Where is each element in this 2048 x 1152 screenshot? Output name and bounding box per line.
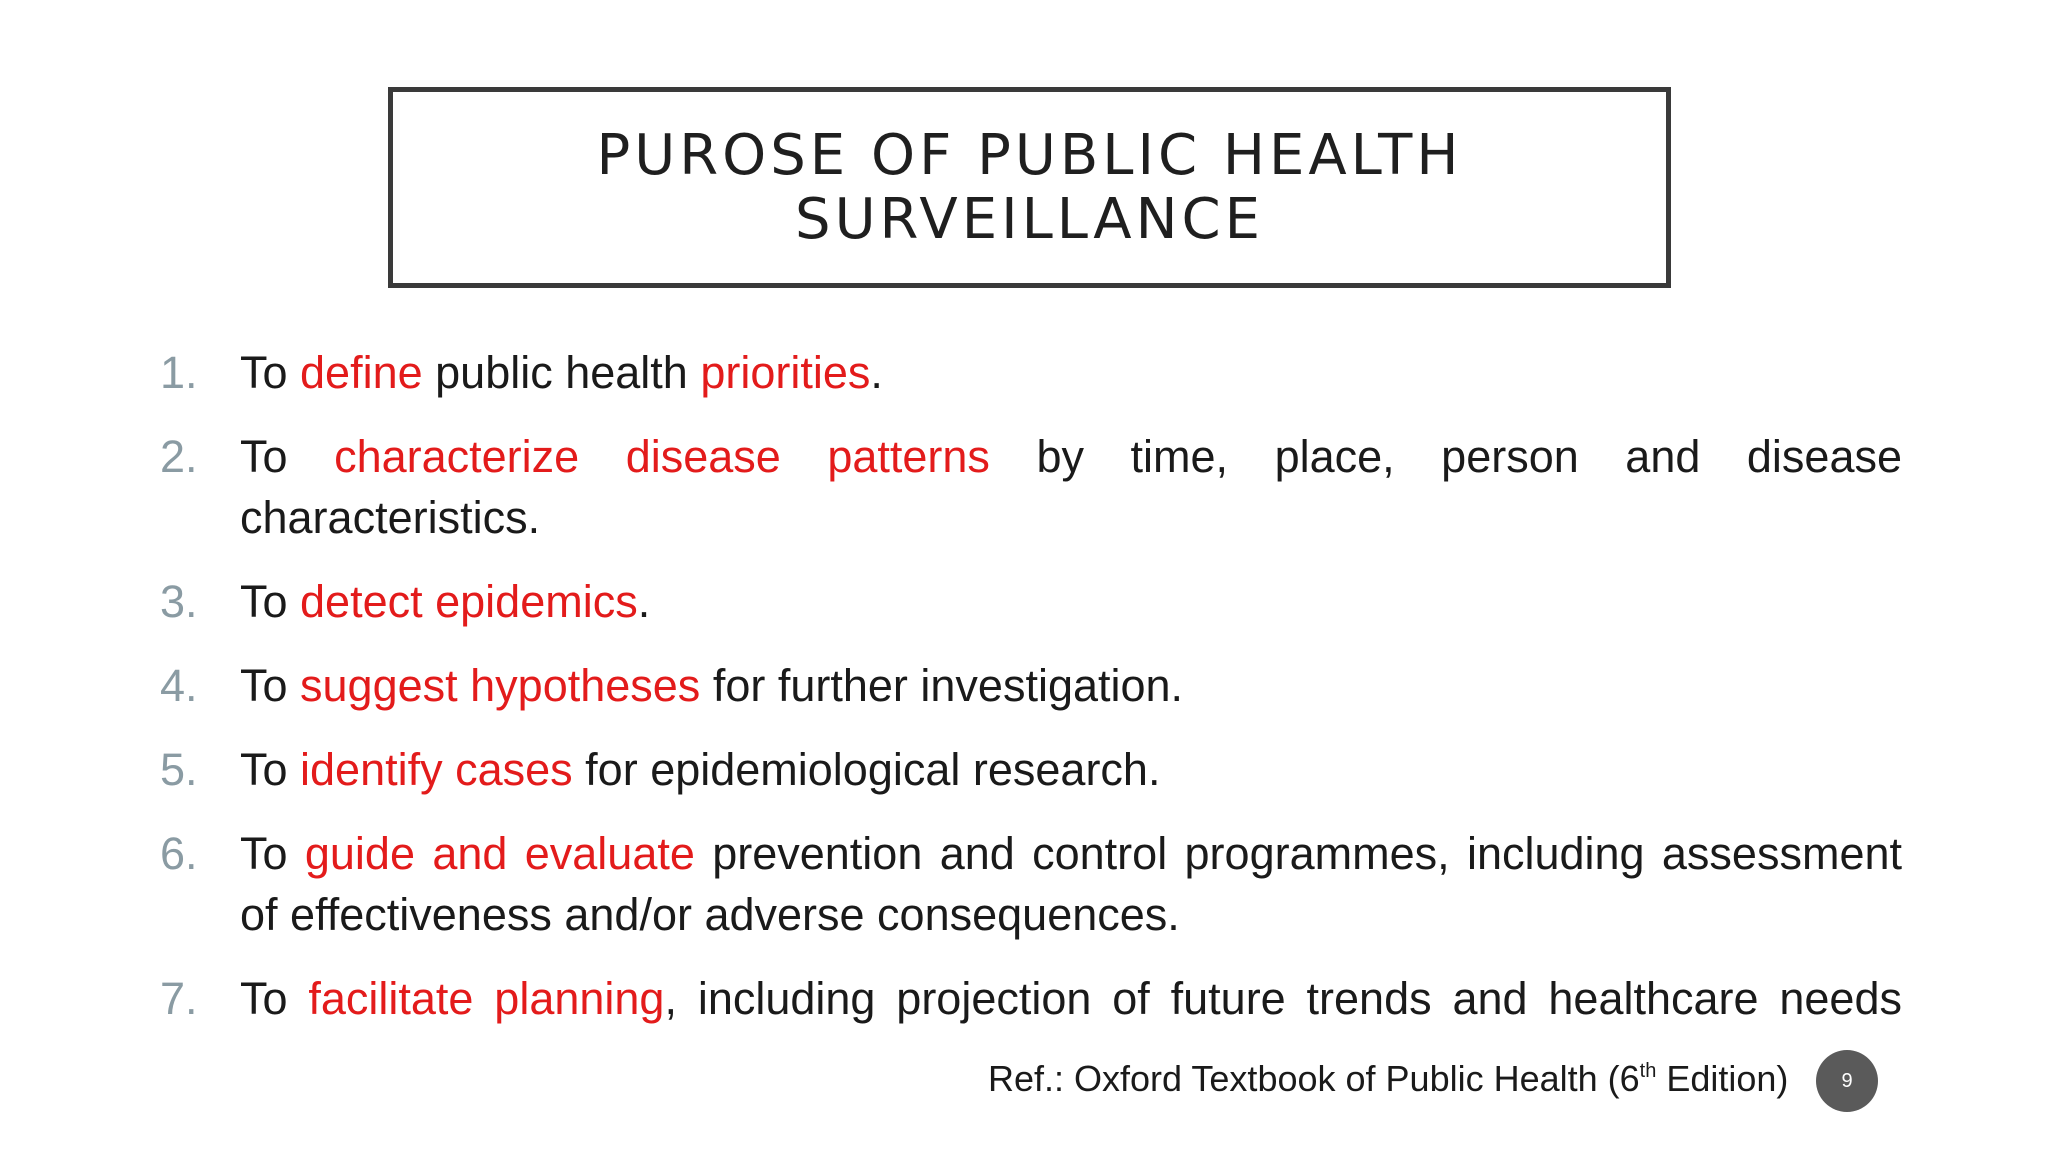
list-item-text: To <box>240 660 301 711</box>
list-item-text: To <box>240 973 309 1024</box>
list-item-text: , including projection of future trends and healthcare needs <box>664 973 1902 1024</box>
page-number-badge <box>1816 1050 1878 1112</box>
list-item-text: public health <box>422 347 701 398</box>
list-item <box>160 739 1902 800</box>
list-item <box>160 655 1902 716</box>
list-item <box>160 426 1902 548</box>
list-item-number: 2. <box>160 431 198 482</box>
list-item-text: To <box>240 828 305 879</box>
slide-title-box <box>388 87 1671 288</box>
list-item <box>160 968 1902 1029</box>
list-item-text: by time, place, person and disease characteristics. <box>240 431 1903 543</box>
list-item-text: . <box>870 347 883 398</box>
highlight-text: identify cases <box>300 744 573 795</box>
list-item-text: prevention and control programmes, including assessment of effectiveness and/or adverse consequences. <box>240 828 1903 940</box>
list-item-text: for epidemiological research. <box>572 744 1161 795</box>
reference-suffix: Edition) <box>1656 1058 1789 1099</box>
list-item <box>160 823 1902 945</box>
highlight-text: characterize disease patterns <box>334 431 990 482</box>
list-item-text: To <box>240 431 335 482</box>
list-item-text: To <box>240 347 301 398</box>
list-item <box>160 342 1902 403</box>
slide-title-line-1: PUROSE OF PUBLIC HEALTH <box>596 122 1463 188</box>
highlight-text: detect epidemics <box>300 576 638 627</box>
list-item-text: To <box>240 744 301 795</box>
highlight-text: define <box>300 347 423 398</box>
reference-superscript: th <box>1639 1060 1657 1082</box>
list-item-text: . <box>637 576 651 627</box>
highlight-text: guide and evaluate <box>304 828 695 879</box>
purpose-list <box>160 342 1902 1052</box>
list-item-text: To <box>240 576 301 627</box>
list-item-text: for further investigation. <box>700 660 1184 711</box>
list-item-number: 4. <box>160 660 198 711</box>
list-item-number: 7. <box>160 973 198 1024</box>
list-item-number: 1. <box>160 347 198 398</box>
list-item-number: 5. <box>160 744 198 795</box>
highlight-text: suggest hypotheses <box>300 660 701 711</box>
highlight-text: priorities <box>700 347 871 398</box>
slide-title-line-2: SURVEILLANCE <box>795 186 1264 252</box>
page-number: 9 <box>1841 1069 1853 1092</box>
list-item-number: 3. <box>160 576 198 627</box>
reference-prefix: Ref.: Oxford Textbook of Public Health (6 <box>988 1058 1640 1099</box>
list-item-number: 6. <box>160 828 198 879</box>
highlight-text: facilitate planning <box>308 973 665 1024</box>
list-item <box>160 571 1902 632</box>
reference-citation <box>988 1058 1788 1100</box>
